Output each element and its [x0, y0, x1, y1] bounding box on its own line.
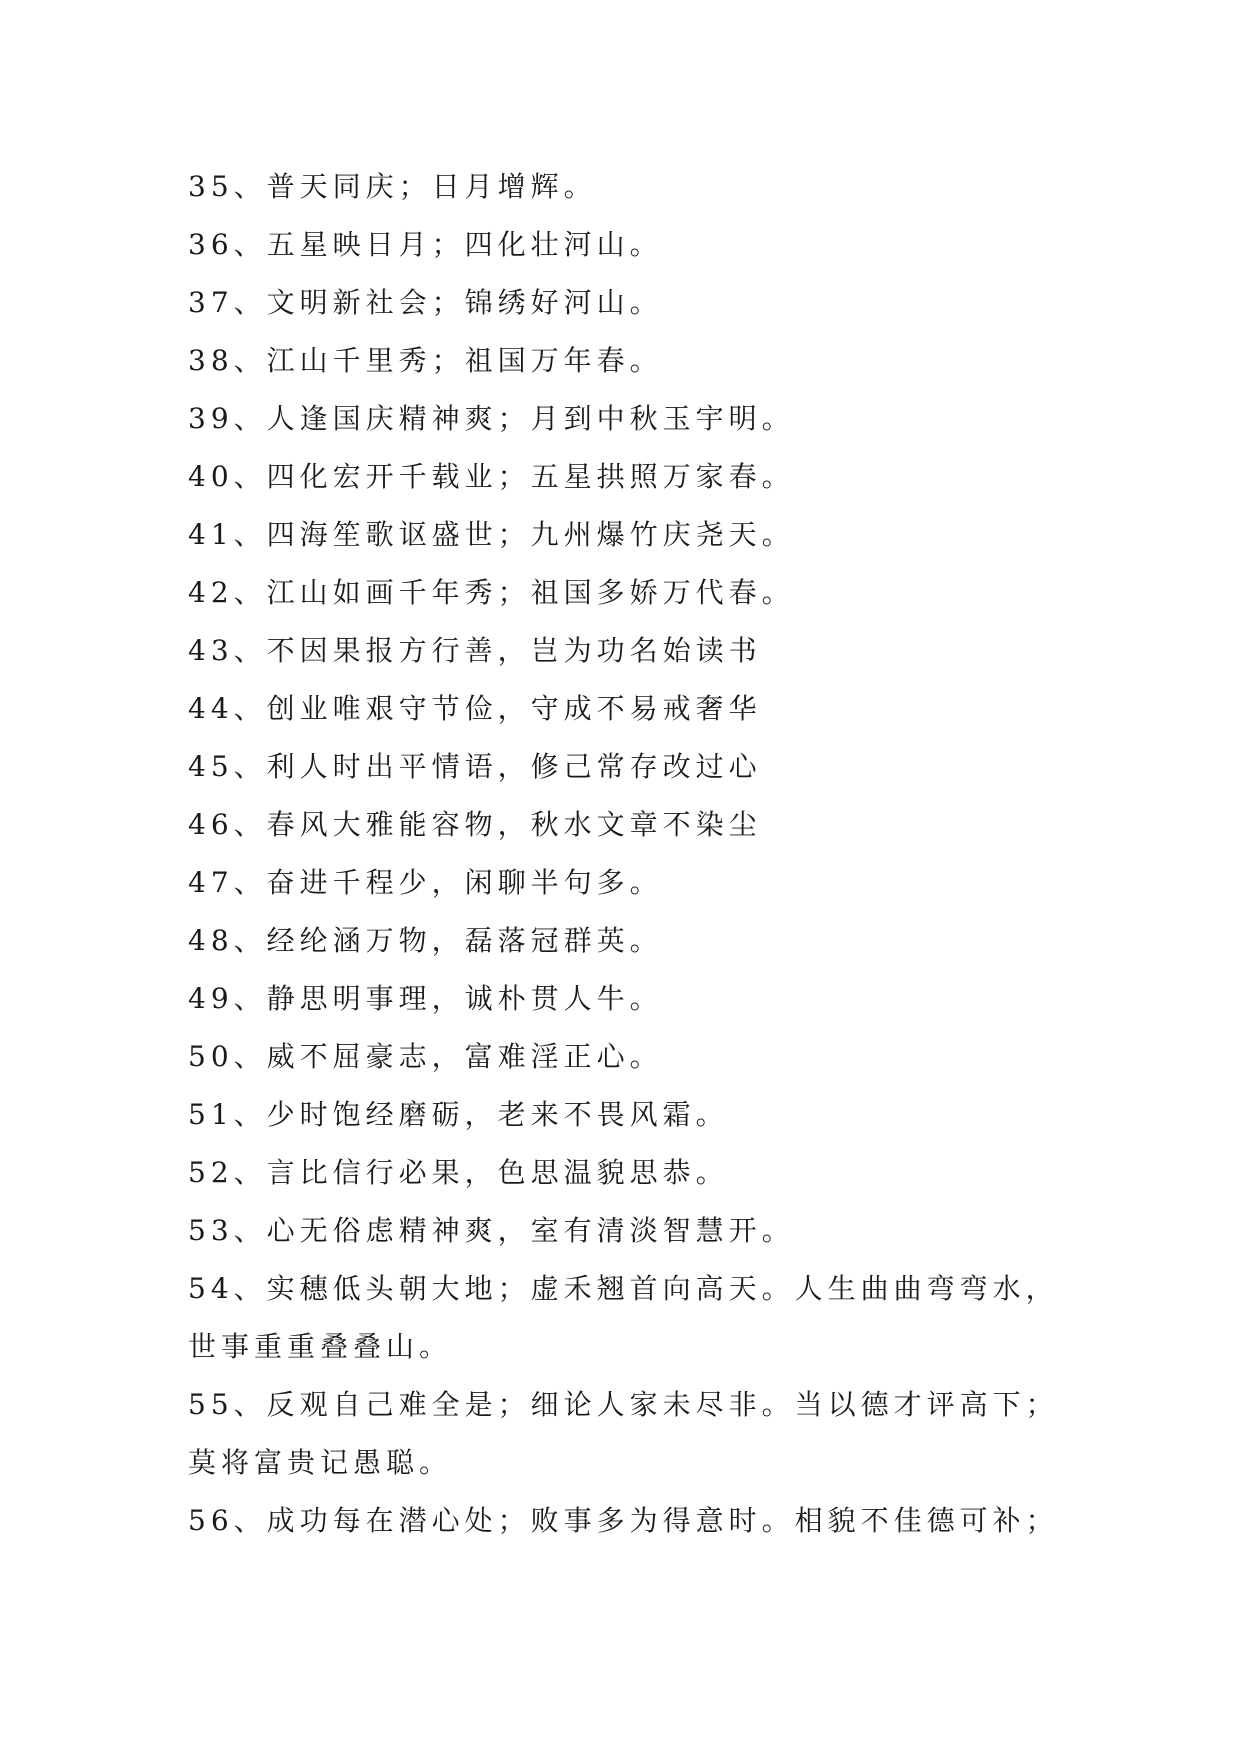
text-line: 世事重重叠叠山。 — [188, 1330, 453, 1363]
text-line: 55、反观自己难全是；细论人家未尽非。当以德才评高下； — [188, 1388, 1059, 1421]
text-line: 37、文明新社会；锦绣好河山。 — [188, 286, 663, 319]
text-line: 53、心无俗虑精神爽，室有清淡智慧开。 — [188, 1214, 795, 1247]
text-line: 46、春风大雅能容物，秋水文章不染尘 — [188, 808, 762, 841]
text-line: 莫将富贵记愚聪。 — [188, 1446, 453, 1479]
text-line: 44、创业唯艰守节俭，守成不易戒奢华 — [188, 692, 762, 725]
text-line: 35、普天同庆；日月增辉。 — [188, 170, 597, 203]
document-body — [188, 158, 1068, 1550]
text-line: 42、江山如画千年秀；祖国多娇万代春。 — [188, 576, 795, 609]
text-line: 50、威不屈豪志，富难淫正心。 — [188, 1040, 663, 1073]
text-line: 36、五星映日月；四化壮河山。 — [188, 228, 663, 261]
text-line: 56、成功每在潜心处；败事多为得意时。相貌不佳德可补； — [188, 1504, 1059, 1537]
text-line: 47、奋进千程少，闲聊半句多。 — [188, 866, 663, 899]
text-line: 43、不因果报方行善，岂为功名始读书 — [188, 634, 762, 667]
text-line: 41、四海笙歌讴盛世；九州爆竹庆尧天。 — [188, 518, 795, 551]
text-line: 49、静思明事理，诚朴贯人牛。 — [188, 982, 663, 1015]
text-line: 51、少时饱经磨砺，老来不畏风霜。 — [188, 1098, 729, 1131]
text-line: 45、利人时出平情语，修己常存改过心 — [188, 750, 762, 783]
text-line: 39、人逢国庆精神爽；月到中秋玉宇明。 — [188, 402, 795, 435]
text-line: 48、经纶涵万物，磊落冠群英。 — [188, 924, 663, 957]
text-line: 38、江山千里秀；祖国万年春。 — [188, 344, 663, 377]
text-line: 40、四化宏开千载业；五星拱照万家春。 — [188, 460, 795, 493]
text-line: 52、言比信行必果，色思温貌思恭。 — [188, 1156, 729, 1189]
text-line: 54、实穗低头朝大地；虚禾翘首向高天。人生曲曲弯弯水， — [188, 1272, 1059, 1305]
